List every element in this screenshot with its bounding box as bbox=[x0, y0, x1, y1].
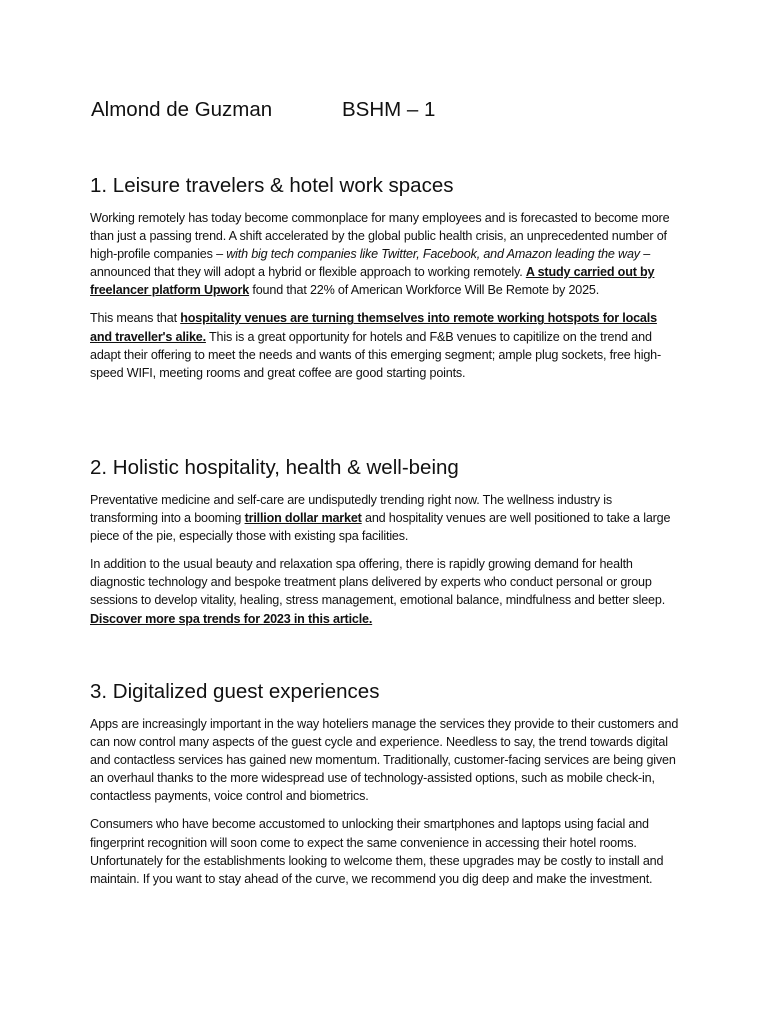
section-leisure-travelers bbox=[90, 172, 680, 392]
paragraph bbox=[90, 491, 680, 545]
paragraph bbox=[90, 555, 680, 627]
paragraph-text: – announced that they will adopt a hybrid or flexible approach to working remotely. bbox=[90, 247, 651, 280]
section-digitalized-guest-experiences bbox=[90, 678, 680, 898]
paragraph bbox=[90, 209, 680, 299]
paragraph-text: In addition to the usual beauty and relaxation spa offering, there is rapidly growing demand for health diagnostic technology and bespoke treatment plans delivered by experts who conduct personal or group sessions to develop vitality, healing, stress management, emotional balance, mindfulness and better sleep. bbox=[90, 557, 666, 608]
document-header bbox=[91, 96, 691, 124]
remote-hotspots-link[interactable]: hospitality venues are turning themselves into remote working hotspots for locals and traveller's alike. bbox=[90, 311, 657, 344]
paragraph bbox=[90, 815, 680, 887]
section-heading: 2. Holistic hospitality, health & well-being bbox=[90, 456, 459, 479]
section-heading: 1. Leisure travelers & hotel work spaces bbox=[90, 174, 454, 197]
section-heading: 3. Digitalized guest experiences bbox=[90, 680, 380, 703]
trillion-dollar-market-link[interactable]: trillion dollar market bbox=[244, 511, 362, 526]
paragraph-text: Consumers who have become accustomed to unlocking their smartphones and laptops using facial and fingerprint recognition will soon come to expect the same convenience in accessing their hotel rooms. Unfortunately for the establishments looking to welcome them, these upgrades may be costly to install and maintain. If you want to stay ahead of the curve, we recommend you dig deep and make the investment. bbox=[90, 817, 664, 886]
section-holistic-hospitality bbox=[90, 454, 680, 638]
paragraph bbox=[90, 309, 680, 381]
paragraph-text: found that 22% of American Workforce Will Be Remote by 2025. bbox=[249, 283, 600, 298]
paragraph bbox=[90, 715, 680, 805]
paragraph-emphasis: with big tech companies like Twitter, Facebook, and Amazon leading the way bbox=[226, 247, 640, 262]
paragraph-text: Apps are increasingly important in the way hoteliers manage the services they provide to their customers and can now control many aspects of the guest cycle and experience. Needless to say, the trend towards digital and contactless services has gained new momentum. Traditionally, customer-facing services are being given an overhaul thanks to the more widespread use of technology-assisted options, such as mobile check-in, contactless payments, voice control and biometrics. bbox=[90, 717, 679, 804]
paragraph-text: Preventative medicine and self-care are undisputedly trending right now. The wellness industry is transforming into a booming bbox=[90, 493, 613, 526]
paragraph-text: Working remotely has today become commonplace for many employees and is forecasted to become more than just a passing trend. A shift accelerated by the global public health crisis, an unprecedented number of high-profile companies – bbox=[90, 211, 670, 262]
paragraph-text: and hospitality venues are well positioned to take a large piece of the pie, especially those with existing spa facilities. bbox=[90, 511, 671, 544]
paragraph-text: This means that bbox=[90, 311, 181, 326]
author-name: Almond de Guzman bbox=[91, 98, 273, 121]
course-code: BSHM – 1 bbox=[342, 98, 436, 121]
spa-trends-article-link[interactable]: Discover more spa trends for 2023 in this article. bbox=[90, 611, 373, 626]
upwork-study-link[interactable]: A study carried out by freelancer platform Upwork bbox=[90, 265, 655, 298]
paragraph-text: This is a great opportunity for hotels and F&B venues to capitilize on the trend and adapt their offering to meet the needs and wants of this emerging segment; ample plug sockets, free high-speed WIFI, meeting rooms and great coffee are good starting points. bbox=[90, 329, 662, 380]
